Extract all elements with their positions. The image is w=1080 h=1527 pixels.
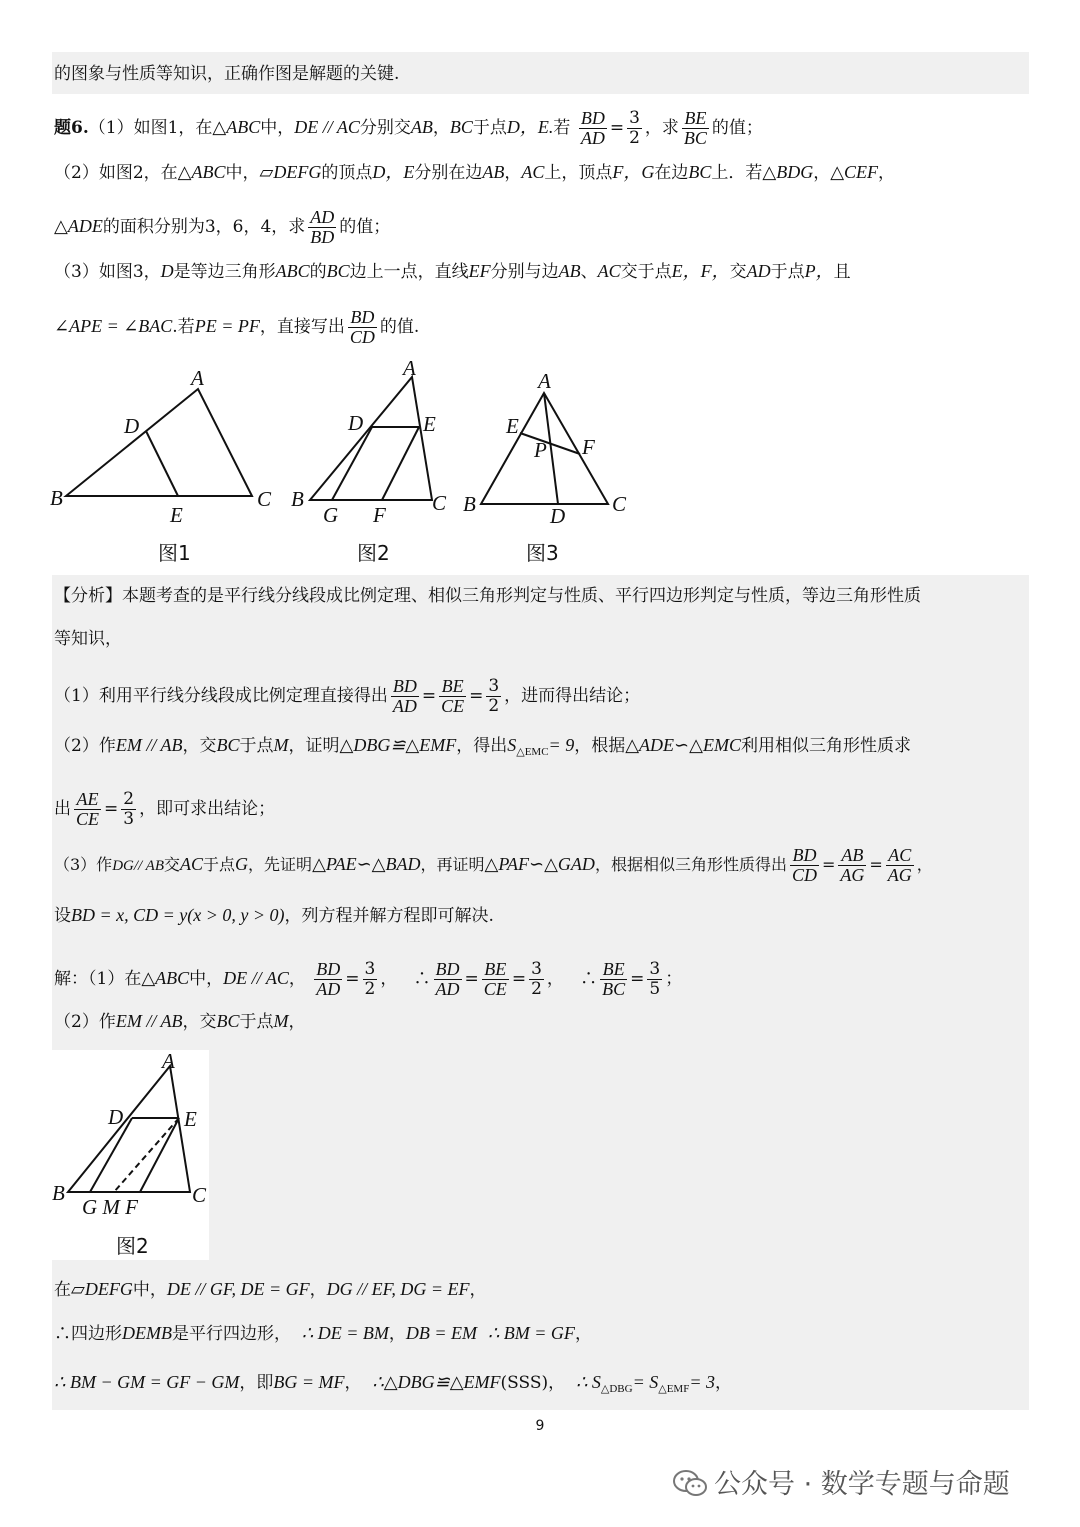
math: AD: [746, 261, 771, 281]
text: ，: [288, 969, 306, 989]
math: EM // AB: [115, 735, 183, 755]
fraction: $\frac{BD}{AD}$: [316, 959, 341, 999]
label-b: B: [463, 492, 476, 516]
analysis-line2: 等知识，: [54, 629, 122, 649]
math: DB = EM: [405, 1323, 478, 1343]
text: 于点: [203, 855, 236, 874]
text: （2）作: [54, 1012, 116, 1032]
text: 边上一点，直线: [349, 262, 469, 282]
label-e: E: [423, 412, 436, 436]
math: BC: [326, 261, 350, 281]
text: （1）利用平行线分线段成比例定理直接得出: [54, 686, 388, 706]
label-c: C: [612, 492, 627, 516]
math-subscript: △EMF: [658, 1383, 690, 1395]
problem-part3-line1: [54, 259, 851, 284]
text: ，: [309, 1280, 327, 1300]
analysis-line4: [54, 733, 911, 764]
text: （2）作: [54, 736, 116, 756]
text: 的值；: [339, 217, 391, 237]
math: △ADE∽△EMC: [625, 735, 741, 755]
problem-part1: [54, 109, 763, 148]
wechat-icon: [672, 1468, 708, 1498]
label-f: F: [373, 503, 386, 527]
fraction: $\frac{BD}{AD}$: [392, 676, 417, 716]
text: ，进而得出结论；: [504, 686, 641, 706]
math: P，: [804, 261, 834, 281]
math: F，G: [612, 162, 655, 182]
text: 利用相似三角形性质求: [740, 736, 911, 756]
text: （3）如图3，: [54, 262, 161, 282]
text: 上．若: [711, 163, 763, 183]
math: AB: [558, 261, 581, 281]
text: ，: [288, 1012, 306, 1032]
segment-de: [146, 431, 178, 496]
text: 设: [54, 906, 71, 926]
text: 分别与边: [490, 262, 559, 282]
math: △BDG: [762, 162, 814, 182]
text: ，: [574, 1324, 592, 1344]
text: ，求: [644, 118, 679, 138]
fraction: $\frac{BE}{BC}$: [602, 959, 626, 999]
math: ∠APE = ∠BAC: [54, 316, 173, 336]
text: =: [104, 799, 119, 819]
text: ，直接写出: [259, 317, 345, 337]
math-subscript: △EMC: [516, 746, 549, 758]
text: (SSS): [500, 1373, 549, 1393]
math: DG// AB: [112, 858, 164, 874]
analysis-line3: [54, 677, 640, 716]
fraction: $\frac{AB}{AG}$: [840, 845, 865, 885]
text: （3）作: [54, 855, 113, 874]
analysis-line6: （3）作DG// AB交AC于点G，先证明△PAE∽△BAD，再证明△PAF∽△GAD，根据相似三角形性质得出 $\frac{BD}{CD}$ = $\frac{AB}{AG}$ = $\frac{AC}{AG}$ ，: [54, 845, 933, 885]
text: 解：（1）在: [54, 969, 142, 989]
figure-caption: 图2: [116, 1234, 149, 1258]
figure-2: [285, 355, 465, 570]
text: 交于点: [620, 262, 672, 282]
watermark-text: 公众号 · 数学专题与命题: [714, 1469, 1010, 1500]
solution-line2: [54, 1009, 306, 1034]
solution-line4: [54, 1321, 592, 1346]
math: BC: [216, 1011, 240, 1031]
text: 中，: [225, 163, 260, 183]
math: AB: [410, 117, 433, 137]
math: BC: [449, 117, 473, 137]
text: ，: [469, 1280, 487, 1300]
text: ∴四边形: [54, 1324, 122, 1344]
math: ∴ DE = BM: [301, 1323, 389, 1343]
triangle-abc: [68, 1066, 190, 1192]
text: （2）如图2，在: [54, 163, 178, 183]
text: ，: [388, 1324, 406, 1344]
text: 、: [580, 262, 598, 282]
text: 于点: [239, 1012, 274, 1032]
figure-caption: 图1: [158, 541, 191, 565]
label-e: E: [170, 503, 183, 527]
fraction: $\frac{BE}{CE}$: [441, 676, 465, 716]
fraction: $\frac{BD}{AD}$: [580, 108, 605, 148]
top-line: 的图象与性质等知识，正确作图是解题的关键.: [54, 64, 400, 84]
figure-caption: 图2: [357, 541, 390, 565]
text: 中，: [189, 969, 224, 989]
label-d: D: [108, 1105, 124, 1129]
segment-dg: [332, 427, 372, 500]
text: 在边: [654, 163, 689, 183]
label-b: B: [52, 1181, 65, 1205]
label-a: A: [191, 366, 204, 390]
figure-3: [460, 368, 640, 570]
math: EM // AB: [115, 1011, 183, 1031]
segment-dg: [90, 1118, 132, 1192]
math: AC: [521, 162, 545, 182]
label-d: D: [348, 411, 364, 435]
text: 的: [309, 262, 327, 282]
label-c: C: [192, 1183, 207, 1207]
solution-line5: [54, 1370, 732, 1401]
watermark: [672, 1462, 1010, 1501]
problem-label: 题6.: [54, 118, 89, 138]
math: △PAE∽△BAD: [312, 854, 421, 874]
text: 交: [729, 262, 747, 282]
fraction: $\frac{3}{2}$: [629, 108, 640, 148]
text: =: [421, 686, 437, 706]
math: = 9: [548, 735, 575, 755]
math: D，E.: [506, 117, 554, 137]
label-e: E: [184, 1107, 197, 1131]
text: 的值；: [711, 118, 763, 138]
label-c: C: [432, 491, 447, 515]
text: 是等边三角形: [173, 262, 276, 282]
text: 在: [54, 1280, 71, 1300]
math: △DBG≌△EMF: [339, 735, 457, 755]
analysis-line1: 【分析】本题考查的是平行线分线段成比例定理、相似三角形判定与性质、平行四边形判定与性质，等边三角形性质: [54, 586, 921, 606]
math: BG = MF: [273, 1372, 345, 1392]
text: ∴: [580, 969, 598, 989]
figure-1: [40, 360, 290, 570]
text: 于点: [472, 118, 507, 138]
math: DEMB: [122, 1323, 172, 1343]
label-g: G: [323, 503, 339, 527]
label-a: A: [403, 356, 416, 380]
fraction: $\frac{2}{3}$: [123, 789, 135, 829]
text: ，再证明: [420, 855, 485, 874]
text: ，: [548, 1373, 566, 1393]
text: 分别交: [359, 118, 411, 138]
math: BC: [216, 735, 240, 755]
math: △ABC: [177, 162, 226, 182]
text: ，证明: [288, 736, 340, 756]
text: 中，: [132, 1280, 167, 1300]
text: 的顶点: [321, 163, 373, 183]
fraction: $\frac{3}{5}$: [649, 959, 661, 999]
math: AC: [180, 854, 204, 874]
text: 的面积分别为3，6，4，求: [102, 217, 306, 237]
label-p: P: [534, 438, 547, 462]
text: ，: [714, 1373, 732, 1393]
text: ，: [916, 855, 933, 874]
text: ；: [665, 969, 683, 989]
math: ∴ BM − GM = GF − GM: [54, 1372, 240, 1392]
text: ∴: [413, 969, 431, 989]
problem-part3-line2: [54, 308, 419, 347]
label-e: E: [506, 414, 519, 438]
label-a: A: [538, 369, 551, 393]
fraction: $\frac{3}{2}$: [364, 959, 376, 999]
math: M: [273, 735, 289, 755]
fraction: $\frac{AC}{AG}$: [887, 845, 912, 885]
text: 于点: [770, 262, 805, 282]
text: ，得出: [456, 736, 508, 756]
solution-line1: 解：（1）在△ABC中，DE // AC， $\frac{BD}{AD}$ = $\frac{3}{2}$ ， ∴ $\frac{BD}{AD}$ = $\frac{BE}{CE}$ = $\frac{3}{2}$ ， ∴ $\frac{BE}{BC}$ = $\frac{3}{5}$ ；: [54, 959, 683, 999]
label-f: F: [582, 435, 595, 459]
text: ，: [344, 1373, 362, 1393]
text: =: [469, 686, 484, 706]
text: .若: [172, 317, 195, 337]
segment-ef: [382, 427, 419, 500]
fraction: $\frac{AE}{CE}$: [76, 789, 100, 829]
text: 中，: [260, 118, 295, 138]
label-a: A: [162, 1050, 175, 1073]
math: ∴ S: [575, 1372, 601, 1392]
text: ，即可求出结论；: [139, 799, 276, 819]
math: △ABC: [212, 117, 261, 137]
math: DE // AC: [294, 117, 360, 137]
math: AC: [597, 261, 621, 281]
text: ，: [504, 163, 522, 183]
math: PE = PF: [194, 316, 260, 336]
fraction: $\frac{BD}{AD}$: [435, 959, 460, 999]
problem-part2-line1: [54, 160, 895, 185]
solution-line3: [54, 1277, 486, 1302]
math: ABC: [275, 261, 310, 281]
label-c: C: [257, 487, 272, 511]
math: ▱DEFG: [259, 162, 322, 182]
text: ，列方程并解方程即可解决.: [284, 906, 494, 926]
math: ▱DEFG: [71, 1279, 133, 1299]
text: ，交: [182, 1012, 217, 1032]
analysis-line7: [54, 903, 494, 928]
text: ，先证明: [248, 855, 313, 874]
math-subscript: △DBG: [600, 1383, 633, 1395]
math: AB: [482, 162, 505, 182]
fraction: $\frac{BD}{CD}$: [349, 307, 375, 347]
math: E，F，: [671, 261, 730, 281]
page-number: 9: [535, 1418, 545, 1434]
text: ，根据: [574, 736, 626, 756]
text: ，根据相似三角形性质得出: [594, 855, 787, 874]
math: D，E: [372, 162, 415, 182]
fraction: $\frac{BE}{BC}$: [683, 108, 707, 148]
text: ，: [546, 969, 564, 989]
text: 出: [54, 799, 71, 819]
fraction: $\frac{BE}{CE}$: [483, 959, 507, 999]
text: ，交: [182, 736, 217, 756]
math: △PAF∽△GAD: [484, 854, 595, 874]
analysis-line5: [54, 790, 275, 829]
text: ，: [878, 163, 896, 183]
text: 上，顶点: [544, 163, 613, 183]
problem-part2-line2: [54, 208, 390, 247]
fraction: $\frac{3}{2}$: [531, 959, 542, 999]
figure-2-solution: [52, 1050, 209, 1260]
segment-ef: [140, 1118, 179, 1192]
math: DE // AC: [223, 968, 289, 988]
text: 的值.: [379, 317, 420, 337]
math: = S: [632, 1372, 659, 1392]
fraction: $\frac{3}{2}$: [488, 676, 500, 716]
text: ，即: [239, 1373, 274, 1393]
label-gmf: G M F: [82, 1195, 138, 1219]
math: DG // EF, DG = EF: [326, 1279, 470, 1299]
text: ，: [432, 118, 450, 138]
math: S: [507, 735, 517, 755]
fraction: $\frac{AD}{BD}$: [310, 207, 335, 247]
triangle-abc: [66, 389, 252, 496]
label-d: D: [124, 414, 140, 438]
math: = 3: [689, 1372, 715, 1392]
math: △CEF: [830, 162, 879, 182]
math: M: [273, 1011, 289, 1031]
math: △ABC: [141, 968, 190, 988]
math: D: [160, 261, 174, 281]
math: BC: [688, 162, 712, 182]
text: 是平行四边形，: [171, 1324, 291, 1344]
figure-caption: 图3: [526, 541, 559, 565]
label-b: B: [50, 486, 63, 510]
text: 分别在边: [414, 163, 483, 183]
math: ∴△DBG≌△EMF: [372, 1372, 501, 1392]
text: （1）如图1，在: [88, 118, 213, 138]
text: ，: [380, 969, 398, 989]
math: DE // GF, DE = GF: [166, 1279, 310, 1299]
text: =: [609, 118, 625, 138]
text: 且: [833, 262, 851, 282]
math: △ADE: [54, 216, 103, 236]
label-d: D: [550, 504, 566, 528]
math: G: [235, 854, 249, 874]
text: ，: [813, 163, 831, 183]
math: EF: [468, 261, 491, 281]
math: BD = x, CD = y(x > 0, y > 0): [71, 905, 285, 925]
text: 若: [553, 118, 571, 138]
text: 交: [164, 855, 181, 874]
math: ∴ BM = GF: [487, 1323, 575, 1343]
label-b: B: [291, 487, 304, 511]
text: 于点: [239, 736, 274, 756]
fraction: $\frac{BD}{CD}$: [791, 845, 817, 885]
